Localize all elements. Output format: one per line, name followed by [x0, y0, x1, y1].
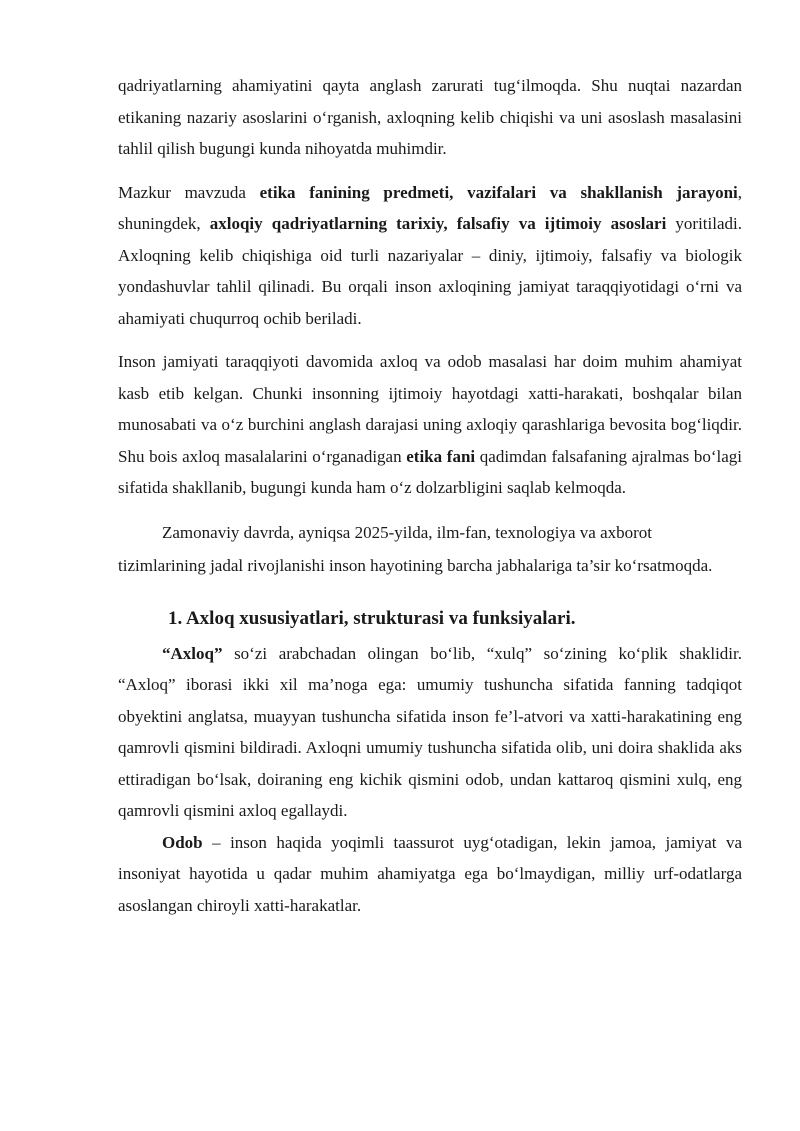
text-run: Inson jamiyati taraqqiyoti davomida axloq va odob masalasi har doim muhim ahamiyat kasb etib kelgan. Chunki insonning ijtimoiy hayotdagi xatti-harakati, boshqalar bilan munosabati va o‘z burchini anglash darajasi uning axloqiy qarashlariga bevosita bog‘liqdir. Shu bois axloq masalalarini o‘rganadigan	[118, 352, 742, 466]
text-run: – inson haqida yoqimli taassurot uyg‘otadigan, lekin jamoa, jamiyat va insoniyat hayotida u qadar muhim ahamiyatga ega bo‘lmaydigan, milliy urf-odatlarga asoslangan chiroyli xatti-harakatlar.	[118, 832, 742, 915]
paragraph-society-morality	[118, 346, 742, 504]
text-run: so‘zi arabchadan olingan bo‘lib, “xulq” so‘zining ko‘plik shaklidir. “Axloq” iborasi ikki xil ma’noga ega: umumiy tushuncha sifatida fanning tadqiqot obyektini anglatsa, muayyan tushuncha sifatida inson fe’l-atvori va xatti-harakatining eng qamrovli qismini bildiradi. Axloqni umumiy tushuncha sifatida olib, uni doira shaklida aks ettiradigan bo‘lsak, doiraning eng kichik qismini odob, undan kattaroq qismini xulq, eng qamrovli qismini axloq egallaydi.	[118, 643, 742, 820]
text-run: Mazkur mavzuda	[118, 182, 260, 202]
bold-term: “Axloq”	[162, 643, 223, 663]
text-run: yoritiladi. Axloqning kelib chiqishiga oid turli nazariyalar – diniy, ijtimoiy, falsafiy va biologik yondashuvlar tahlil qilinadi. Bu orqali inson axloqining jamiyat taraqqiyotidagi o‘rni va ahamiyati chuqurroq ochib beriladi.	[118, 214, 742, 328]
document-page	[118, 70, 742, 921]
paragraph-topic-overview	[118, 177, 742, 335]
section-heading: 1. Axloq xususiyatlari, strukturasi va funksiyalari.	[168, 607, 576, 629]
paragraph-axloq-definition	[118, 638, 742, 827]
bold-term: axloqiy qadriyatlarning tarixiy, falsafiy va ijtimoiy asoslari	[209, 214, 667, 233]
paragraph-odob-definition	[118, 827, 742, 922]
text-run: , shuningdek,	[118, 182, 742, 233]
bold-term: Odob	[162, 832, 203, 852]
paragraph-intro-continuation: qadriyatlarning ahamiyatini qayta anglash zarurati tug‘ilmoqda. Shu nuqtai nazardan etikaning nazariy asoslarini o‘rganish, axloqning kelib chiqishi va uni asoslash masalasini tahlil qilish bugungi kunda nihoyatda muhimdir.	[118, 76, 742, 158]
paragraph-modern-era: Zamonaviy davrda, ayniqsa 2025-yilda, ilm-fan, texnologiya va axborot tizimlarining jadal rivojlanishi inson hayotining barcha jabhalariga ta’sir ko‘rsatmoqda.	[118, 522, 713, 575]
bold-term: etika fani	[406, 446, 476, 466]
text-run: qadimdan falsafaning ajralmas bo‘lagi sifatida shakllanib, bugungi kunda ham o‘z dolzarbligini saqlab kelmoqda.	[118, 446, 742, 497]
bold-term: etika fanining predmeti, vazifalari va shakllanish jarayoni	[259, 182, 738, 202]
